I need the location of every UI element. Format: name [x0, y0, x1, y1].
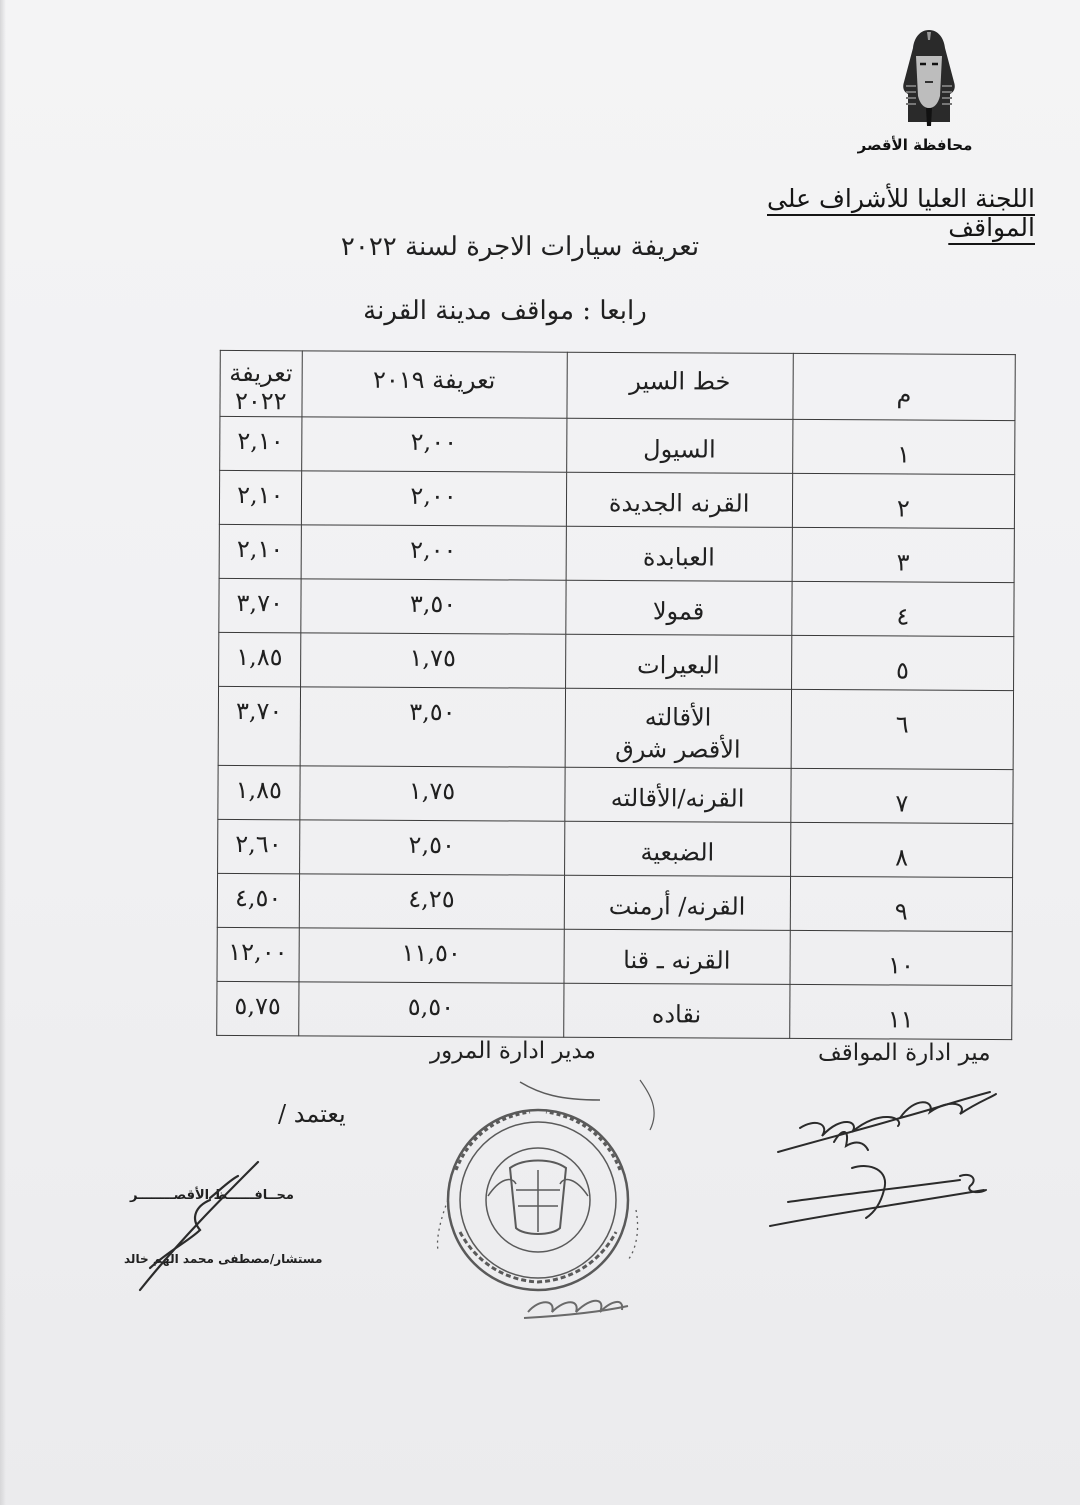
- row-fare-2022: ٤,٥٠: [217, 873, 299, 928]
- row-fare-2019: ٢,٠٠: [301, 525, 566, 580]
- row-fare-2019: ١,٧٥: [299, 765, 564, 820]
- page-shadow: [0, 0, 6, 1505]
- row-fare-2022: ٢,١٠: [220, 417, 302, 472]
- table-row: [218, 765, 1013, 823]
- table-row: [217, 981, 1012, 1039]
- row-fare-2022: ٥,٧٥: [217, 981, 299, 1036]
- row-route: [566, 472, 793, 527]
- governor-person: مستشار/مصطفى محمد الهم خالد: [124, 1252, 323, 1266]
- row-num: ٧: [791, 768, 1013, 823]
- row-num: ٨: [790, 822, 1012, 877]
- row-fare-2022: ٣,٧٠: [219, 579, 301, 634]
- row-num: ١٠: [790, 930, 1012, 985]
- row-num: ٩: [790, 876, 1012, 931]
- row-num: ١: [792, 420, 1014, 475]
- traffic-manager-label: مدير ادارة المرور: [430, 1038, 596, 1064]
- header-fare-2022: تعريفة ٢٠٢٢: [220, 350, 302, 417]
- row-route: [565, 635, 792, 690]
- route-name: السيول: [643, 435, 716, 464]
- row-num: ٦: [791, 690, 1014, 769]
- row-route: [565, 581, 792, 636]
- row-fare-2019: ٢,٠٠: [301, 417, 566, 472]
- row-fare-2019: ١١,٥٠: [299, 928, 564, 983]
- route-name: القرنه/الأقالته: [610, 783, 745, 813]
- row-fare-2019: ١,٧٥: [300, 633, 565, 688]
- table-row: [220, 417, 1015, 475]
- route-name: البعيرات: [636, 651, 720, 680]
- header-route: خط السير: [566, 352, 793, 419]
- fare-table: [216, 350, 1016, 1040]
- row-fare-2019: ٣,٥٠: [300, 687, 565, 766]
- table-row: [219, 471, 1014, 529]
- route-name: القرنه/ أرمنت: [608, 891, 746, 921]
- governor-signature: [140, 1162, 258, 1290]
- row-route: [565, 689, 792, 768]
- row-route: [564, 767, 791, 822]
- table-row: [217, 873, 1012, 931]
- row-fare-2022: ٢,١٠: [219, 471, 301, 526]
- row-route: [564, 821, 791, 876]
- governor-title: محــافــــــظ الأقصــــــــر: [130, 1188, 294, 1203]
- route-name: الأقالته: [644, 703, 712, 732]
- row-fare-2019: ٥,٥٠: [298, 982, 563, 1037]
- row-num: ٣: [792, 528, 1014, 583]
- route-name: الضبعية: [640, 837, 715, 867]
- row-num: ٤: [792, 582, 1014, 637]
- row-num: ٥: [791, 636, 1013, 691]
- row-route: [563, 983, 790, 1038]
- row-route: [566, 526, 793, 581]
- row-fare-2019: ٣,٥٠: [300, 579, 565, 634]
- document-title: تعريفة سيارات الاجرة لسنة ٢٠٢٢: [340, 232, 700, 262]
- header-fare-2019: تعريفة ٢٠١٩: [301, 351, 566, 418]
- header-num: م: [793, 353, 1016, 420]
- row-fare-2022: ٢,٦٠: [218, 819, 300, 874]
- parking-manager-signature: [770, 1092, 996, 1226]
- seal-number-mark: [524, 1301, 628, 1318]
- row-fare-2019: ٢,٠٠: [301, 471, 566, 526]
- parking-manager-label: مير ادارة المواقف: [818, 1040, 991, 1066]
- row-route: [564, 875, 791, 930]
- row-fare-2022: ١,٨٥: [218, 765, 300, 820]
- approval-label: يعتمد /: [278, 1100, 346, 1128]
- table-row: [219, 633, 1014, 691]
- row-num: ٢: [792, 474, 1014, 529]
- row-fare-2022: ١,٨٥: [219, 633, 301, 688]
- table-row: [219, 579, 1014, 637]
- table-row: [217, 927, 1012, 985]
- row-fare-2019: ٢,٥٠: [299, 820, 564, 875]
- row-fare-2022: ٢,١٠: [219, 525, 301, 580]
- pharaoh-mask-logo: [896, 26, 962, 134]
- row-num: ١١: [790, 984, 1012, 1039]
- route-name: القرنه الجديدة: [608, 489, 750, 518]
- table-header-row: [220, 350, 1015, 420]
- row-route: [566, 418, 793, 473]
- governorate-name: محافظة الأقصر: [857, 136, 973, 154]
- row-route: [564, 929, 791, 984]
- route-name-line2: الأقصر شرق: [615, 735, 741, 765]
- document-subtitle: رابعا : مواقف مدينة القرنة: [363, 296, 647, 326]
- row-fare-2022: ٣,٧٠: [218, 687, 300, 766]
- table-row: [218, 687, 1013, 769]
- route-name: القرنه ـ قنا: [623, 945, 731, 975]
- row-fare-2019: ٤,٢٥: [299, 874, 564, 929]
- route-name: نقاده: [651, 1000, 702, 1029]
- table-row: [218, 819, 1013, 877]
- route-name: العبابدة: [642, 543, 715, 572]
- official-seal: [437, 1080, 654, 1290]
- route-name: قمولا: [652, 597, 705, 626]
- table-row: [219, 525, 1014, 583]
- row-fare-2022: ١٢,٠٠: [217, 927, 299, 982]
- committee-heading: اللجنة العليا للأشراف على المواقف: [767, 184, 1035, 242]
